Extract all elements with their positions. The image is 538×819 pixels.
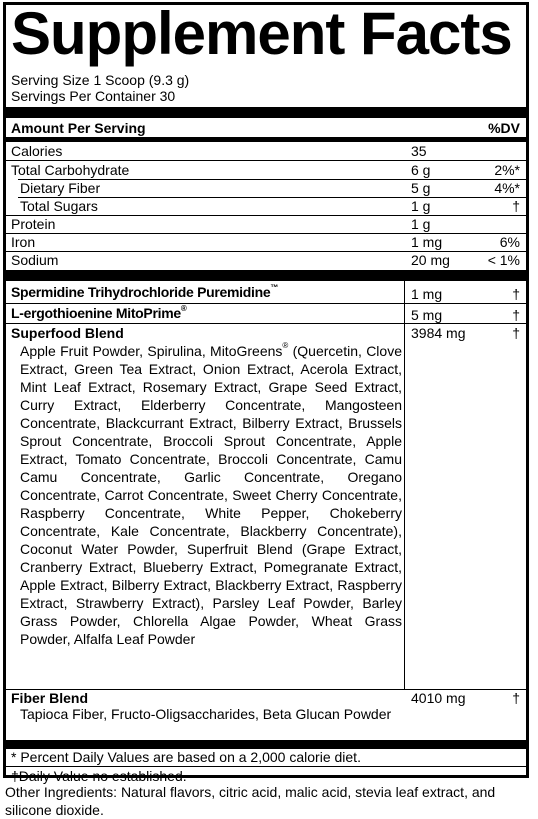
ingredient-dv: † xyxy=(512,690,520,706)
thick-divider-top xyxy=(6,107,526,118)
row-divider xyxy=(6,303,526,304)
column-divider xyxy=(404,281,405,690)
ingredient-dv: † xyxy=(512,307,520,323)
thick-divider-bottom xyxy=(6,740,526,749)
ingredient-name: Fiber Blend xyxy=(11,690,89,706)
ingredient-amount: 3984 mg xyxy=(411,325,466,341)
supplement-facts-panel xyxy=(3,0,529,784)
nutrient-name: Protein xyxy=(11,216,56,232)
nutrient-amount: 1 g xyxy=(411,216,431,232)
nutrient-dv: 4%* xyxy=(494,180,520,196)
fiber-ingredients-list: Tapioca Fiber, Fructo-Oligsaccharides, Beta Glucan Powder xyxy=(20,706,392,722)
footnote-dagger: †Daily Value no established. xyxy=(11,768,187,784)
ingredient-name: Spermidine Trihydrochloride Puremidine™ xyxy=(11,283,279,300)
nutrient-name: Iron xyxy=(11,234,36,250)
ingredient-dv: † xyxy=(512,325,520,341)
nutrient-amount: 35 xyxy=(411,143,427,159)
nutrient-amount: 1 g xyxy=(411,198,431,214)
footnote-percent: * Percent Daily Values are based on a 2,000 calorie diet. xyxy=(11,749,361,765)
serving-size: Serving Size 1 Scoop (9.3 g) xyxy=(11,72,190,88)
nutrient-name: Dietary Fiber xyxy=(20,180,101,196)
nutrient-name: Sodium xyxy=(11,252,59,268)
nutrient-amount: 5 g xyxy=(411,180,431,196)
nutrient-amount: 20 mg xyxy=(411,252,450,268)
panel-title: Supplement Facts xyxy=(11,0,512,67)
nutrient-dv: < 1% xyxy=(487,252,520,268)
nutrient-dv: † xyxy=(512,198,520,214)
row-divider xyxy=(6,323,526,324)
nutrient-name: Total Carbohydrate xyxy=(11,162,130,178)
footnote-divider xyxy=(6,766,526,767)
nutrient-name: Total Sugars xyxy=(20,198,98,214)
medium-divider xyxy=(6,137,526,142)
row-divider xyxy=(6,215,526,216)
nutrient-dv: 2%* xyxy=(494,162,520,178)
ingredient-name: Superfood Blend xyxy=(11,325,124,341)
superfood-ingredients-list: Apple Fruit Powder, Spirulina, MitoGreens® (Quercetin, Clove Extract, Green Tea Extract, Onion Extract, Acerola Extract, Mint Leaf Extract, Rosemary Extract, Grape Seed Extract, Curry Extract, Elderberry Concentrate, Mangosteen Concentrate, Blackcurrant Extract, Bilberry Extract, Brussels Sprout Concentrate, Broccoli Sprout Concentrate, Apple Extract, Tomato Concentrate, Broccoli Concentrate, Camu Camu Concentrate, Garlic Concentrate, Oregano Concentrate, Carrot Concentrate, Sweet Cherry Concentrate, Raspberry Concentrate, White Pepper, Chokeberry Concentrate, Kale Concentrate, Blackberry Concentrate), Coconut Water Powder, Superfruit Blend (Grape Extract, Cranberry Extract, Blueberry Extract, Pomegranate Extract, Apple Extract, Bilberry Extract, Blackberry Extract, Raspberry Extract, Strawberry Extract), Parsley Leaf Powder, Barley Grass Powder, Chlorella Algae Powder, Wheat Grass Powder, Alfalfa Leaf Powder xyxy=(20,341,402,647)
other-ingredients: Other Ingredients: Natural flavors, citric acid, malic acid, stevia leaf extract, and silicone dioxide. xyxy=(5,784,496,818)
nutrient-amount: 6 g xyxy=(411,162,431,178)
nutrient-dv: 6% xyxy=(499,234,520,250)
nutrient-name: Calories xyxy=(11,143,63,159)
ingredient-name: L-ergothioenine MitoPrime® xyxy=(11,304,187,321)
ingredient-dv: † xyxy=(512,286,520,302)
ingredient-amount: 1 mg xyxy=(411,286,443,302)
nutrient-amount: 1 mg xyxy=(411,234,443,250)
row-divider xyxy=(6,160,526,161)
ingredient-amount: 4010 mg xyxy=(411,690,466,706)
dv-header: %DV xyxy=(488,120,520,136)
ingredient-amount: 5 mg xyxy=(411,307,443,323)
thick-divider-middle xyxy=(6,270,526,281)
row-divider xyxy=(6,233,526,234)
servings-per-container: Servings Per Container 30 xyxy=(11,88,176,104)
amount-per-serving-header: Amount Per Serving xyxy=(11,120,146,136)
